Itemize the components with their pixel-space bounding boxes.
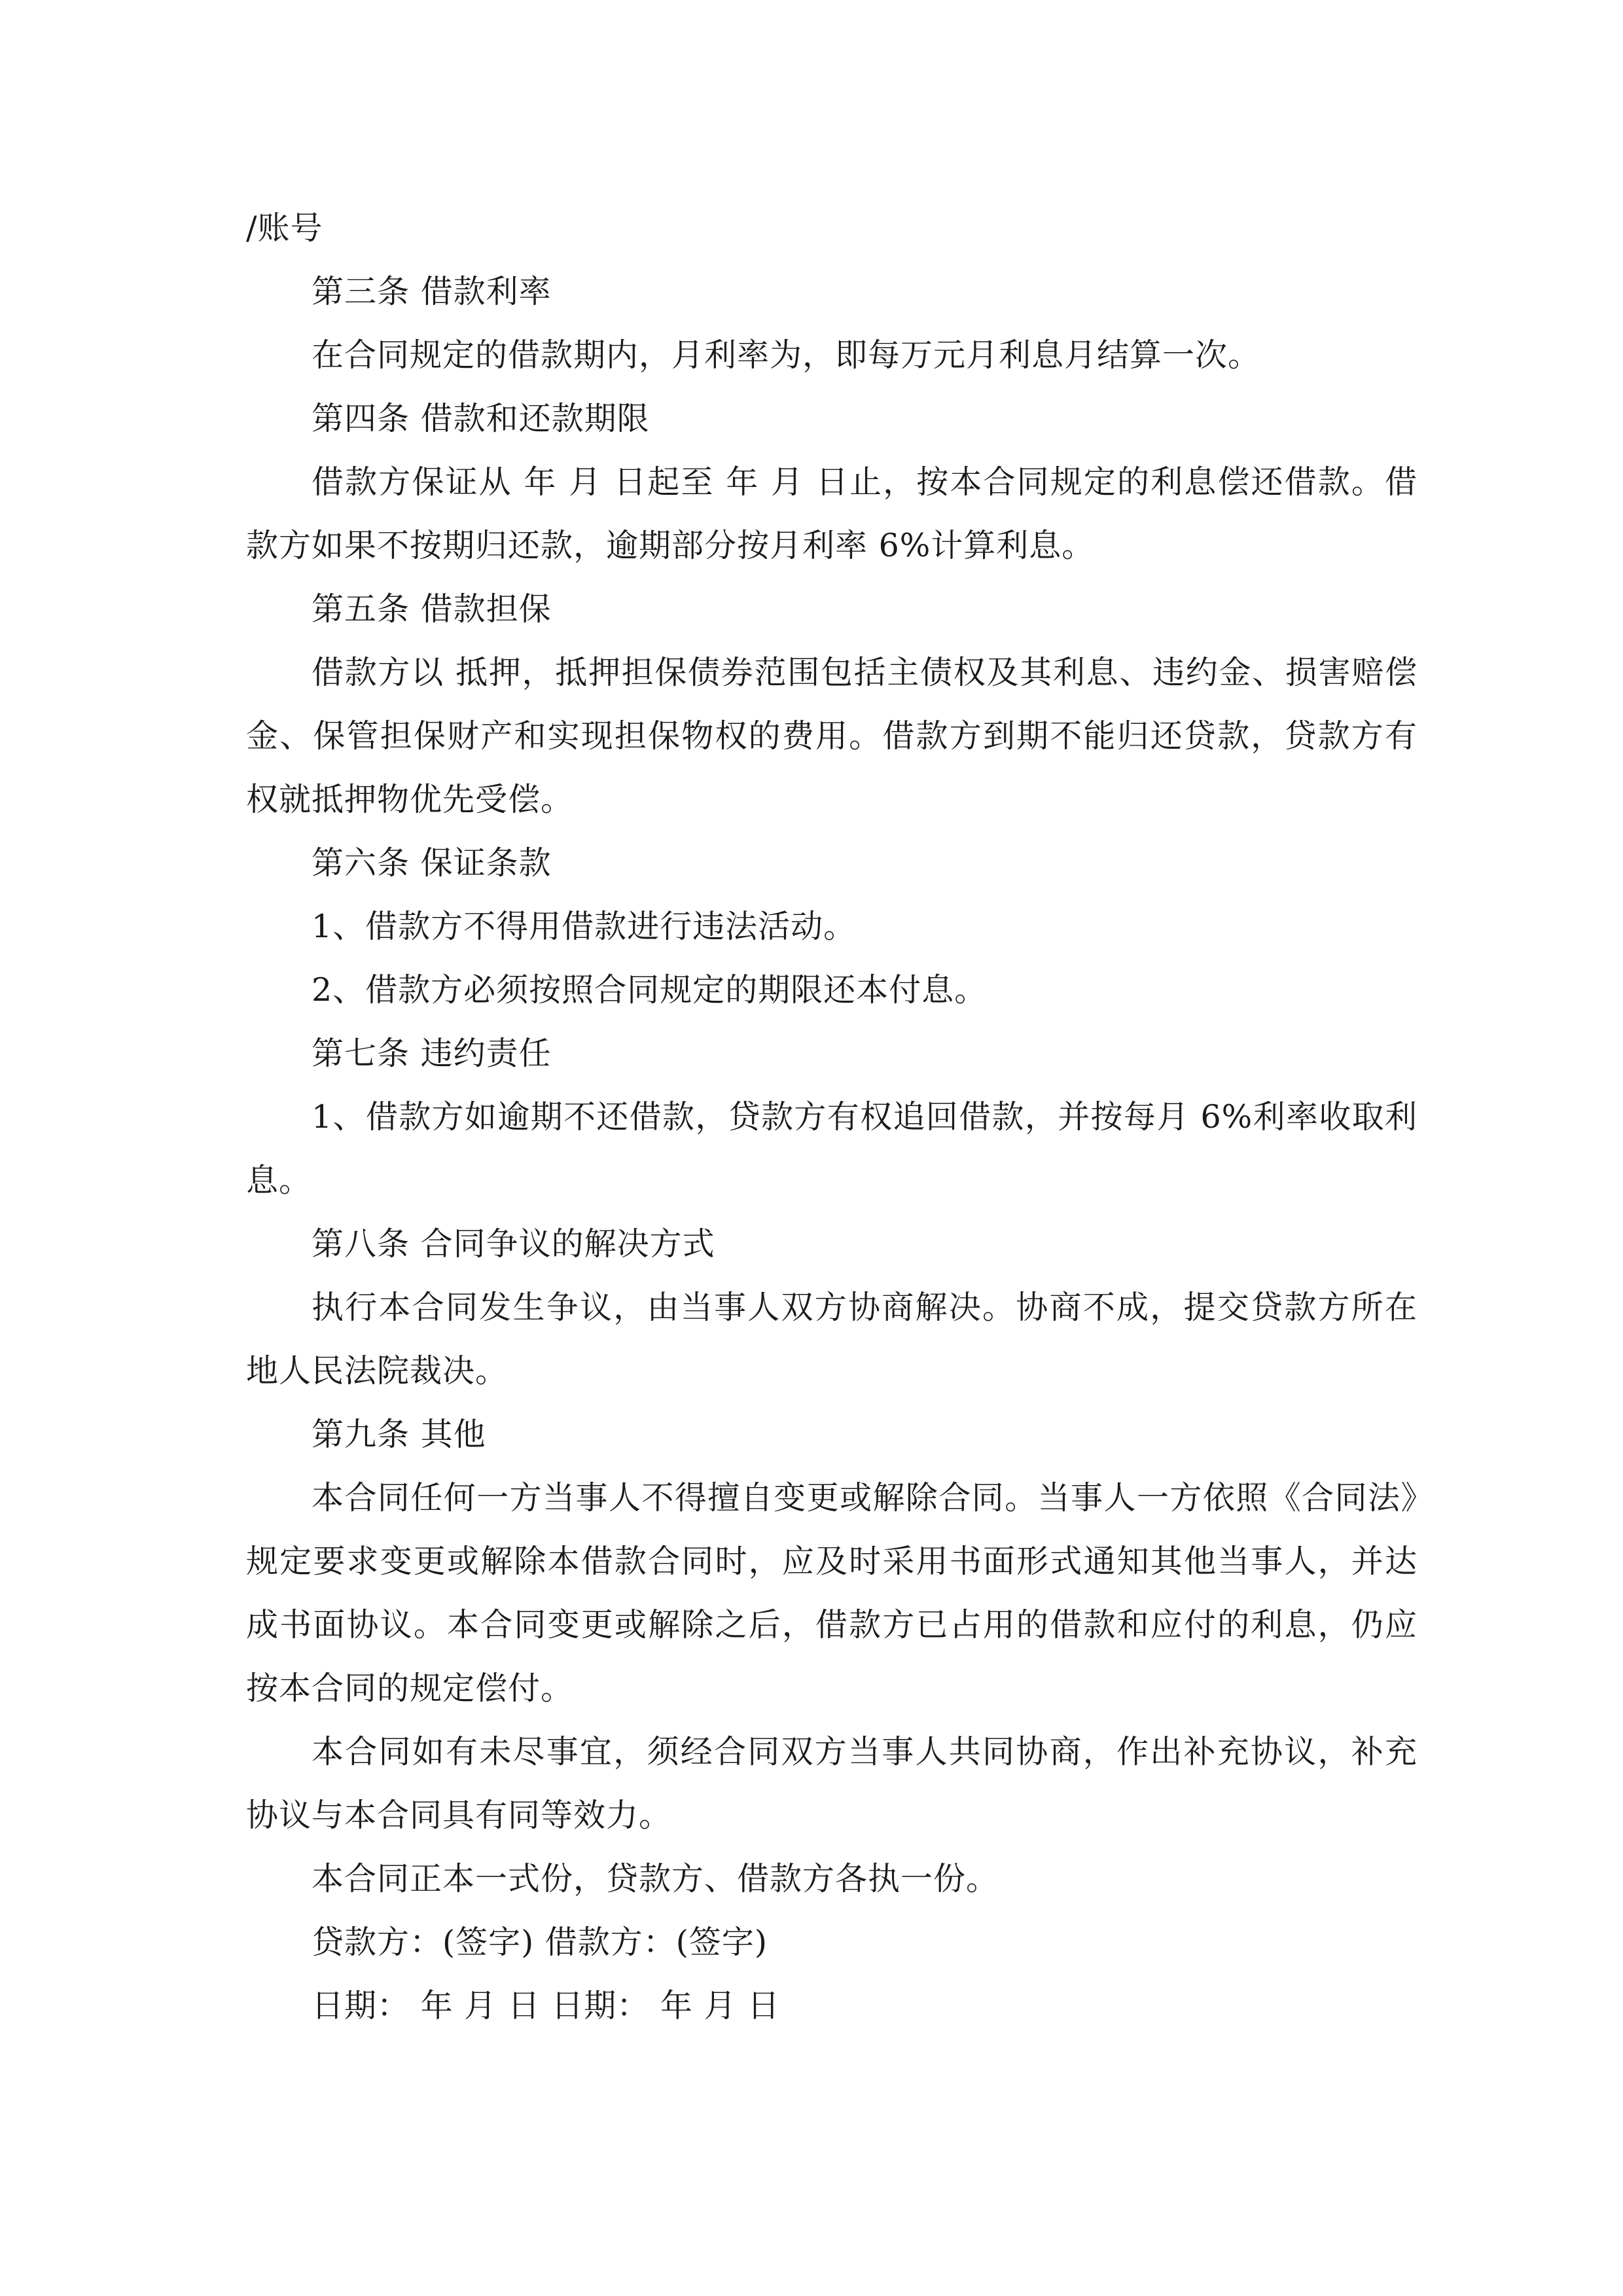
article-4-body: 借款方保证从 年 月 日起至 年 月 日止，按本合同规定的利息偿还借款。借款方如果不按期归还款，逾期部分按月利率 6%计算利息。 — [246, 463, 1418, 564]
article-9-heading: 第九条 其他 — [312, 1416, 486, 1453]
copies-clause: 本合同正本一式份，贷款方、借款方各执一份。 — [312, 1860, 999, 1897]
article-7-item-1: 1、借款方如逾期不还借款，贷款方有权追回借款，并按每月 6%利率收取利息。 — [246, 1098, 1418, 1199]
article-5-heading: 第五条 借款担保 — [312, 590, 552, 628]
article-7-heading: 第七条 违约责任 — [312, 1035, 552, 1072]
article-3-body: 在合同规定的借款期内，月利率为，即每万元月利息月结算一次。 — [312, 336, 1261, 374]
article-3-heading: 第三条 借款利率 — [312, 273, 552, 310]
article-6-item-2: 2、借款方必须按照合同规定的期限还本付息。 — [312, 971, 988, 1009]
article-4-heading: 第四条 借款和还款期限 — [312, 400, 650, 437]
article-8-body: 执行本合同发生争议，由当事人双方协商解决。协商不成，提交贷款方所在地人民法院裁决。 — [246, 1289, 1418, 1390]
date-line: 日期： 年 月 日 日期： 年 月 日 — [312, 1987, 781, 2024]
article-5-body: 借款方以 抵押，抵押担保债券范围包括主债权及其利息、违约金、损害赔偿金、保管担保财产和实现担保物权的费用。借款方到期不能归还贷款，贷款方有权就抵押物优先受偿。 — [246, 654, 1418, 818]
article-9-body-2: 本合同如有未尽事宜，须经合同双方当事人共同协商，作出补充协议，补充协议与本合同具有同等效力。 — [246, 1733, 1418, 1834]
article-6-item-1: 1、借款方不得用借款进行违法活动。 — [312, 908, 857, 945]
article-8-heading: 第八条 合同争议的解决方式 — [312, 1225, 715, 1263]
signature-line: 贷款方：(签字) 借款方：(签字) — [312, 1924, 768, 1961]
account-line: /账号 — [246, 209, 323, 247]
document-page — [246, 196, 1418, 2037]
article-9-body-1: 本合同任何一方当事人不得擅自变更或解除合同。当事人一方依照《合同法》规定要求变更或解除本借款合同时，应及时采用书面形式通知其他当事人，并达成书面协议。本合同变更或解除之后，借款方已占用的借款和应付的利息，仍应按本合同的规定偿付。 — [246, 1479, 1418, 1707]
article-6-heading: 第六条 保证条款 — [312, 844, 552, 882]
